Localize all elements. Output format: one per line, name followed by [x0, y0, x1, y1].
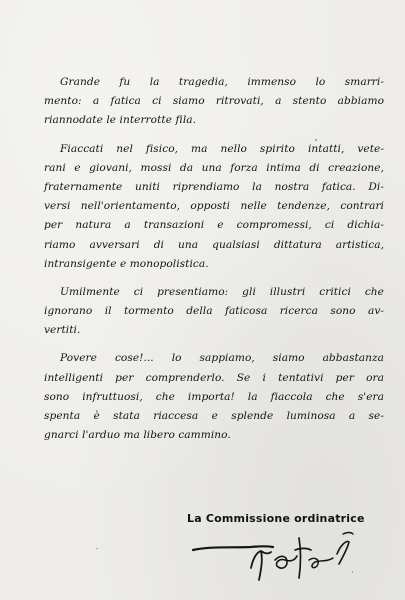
paragraph-1-line-1: Grande fu la tragedia, immenso lo smarri-	[60, 76, 384, 88]
paragraph-2-line-4: versi nell'orientamento, opposti nelle tendenze, contrari	[44, 200, 384, 213]
paper-speck	[352, 571, 353, 573]
paragraph-4-line-5: gnarci l'arduo ma libero cammino.	[44, 429, 231, 442]
paragraph-4-line-1: Povere cose!... lo sappiamo, siamo abbastanza	[60, 352, 384, 365]
paragraph-4-line-3: sono infruttuosi, che importa! la fiaccola che s'era	[44, 390, 384, 403]
manifesto-text	[44, 73, 384, 445]
handwritten-signature	[191, 530, 371, 592]
paragraph-2-line-1: Fiaccati nel fisico, ma nello spirito intatti, vete-	[60, 142, 384, 155]
signature-block	[187, 512, 377, 525]
paragraph-3	[44, 283, 384, 341]
paper-speck	[315, 139, 317, 141]
paragraph-2	[44, 140, 384, 274]
paper-speck	[96, 548, 98, 549]
paragraph-1-line-2: mento: a fatica ci siamo ritrovati, a stento abbiamo	[44, 95, 384, 108]
paragraph-3-line-3: vertiti.	[44, 324, 81, 337]
paragraph-2-line-6: riamo avversari di una qualsiasi dittatura artistica,	[44, 238, 384, 251]
paragraph-2-line-5: per natura a transazioni e compromessi, ci dichia-	[44, 219, 384, 232]
paragraph-2-line-3: fraternamente uniti riprendiamo la nostra fatica. Di-	[44, 180, 384, 193]
paragraph-4-line-2: intelligenti per comprenderlo. Se i tentativi per ora	[44, 371, 384, 384]
paragraph-1-line-3: riannodate le interrotte fila.	[44, 114, 197, 127]
signatory-line: La Commissione ordinatrice	[187, 512, 365, 525]
paragraph-2-line-7: intransigente e monopolistica.	[44, 257, 209, 270]
paragraph-2-line-2: rani e giovani, mossi da una forza intima di creazione,	[44, 161, 384, 174]
paragraph-1	[44, 73, 384, 131]
paragraph-3-line-1: Umilmente ci presentiamo: gli illustri critici che	[60, 285, 384, 298]
paragraph-3-line-2: ignorano il tormento della faticosa ricerca sono av-	[44, 305, 384, 318]
paragraph-4	[44, 349, 384, 445]
paragraph-4-line-4: spenta è stata riaccesa e splende luminosa a se-	[44, 410, 384, 422]
